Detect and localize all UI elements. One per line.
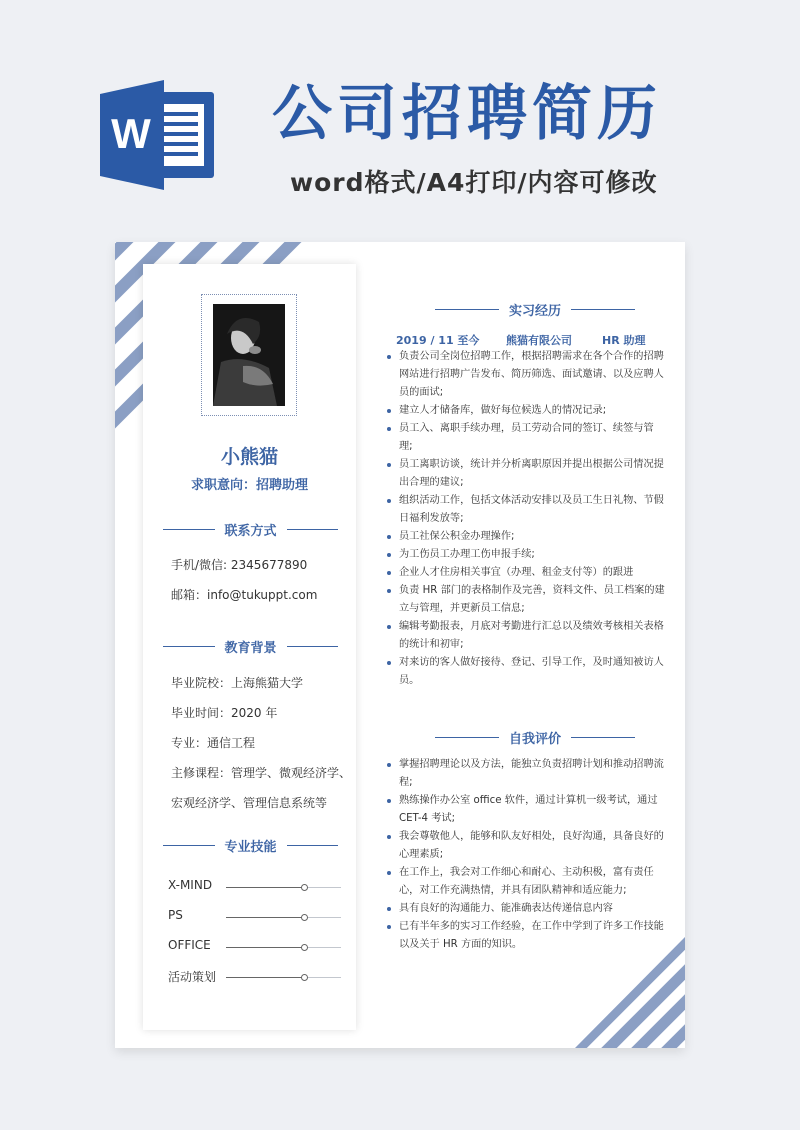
skill-label: OFFICE: [168, 938, 211, 952]
job-intent: 求职意向：招聘助理: [190, 478, 308, 493]
duty-item: 负责 HR 部门的表格制作及完善，资料文件、员工档案的建立与管理，并更新员工信息;: [385, 582, 665, 618]
profile-card: [143, 264, 356, 1030]
skill-label: PS: [168, 908, 183, 922]
skill-bar: [226, 887, 341, 888]
education-courses: 主修课程：管理学、微观经济学、: [171, 766, 352, 780]
internship-role: HR 助理: [602, 334, 646, 347]
duty-item: 对来访的客人做好接待、登记、引导工作，及时通知被访人员。: [385, 654, 665, 690]
skill-bar: [226, 977, 341, 978]
self-eval-item: 在工作上，我会对工作细心和耐心、主动积极，富有责任心，对工作充满热情，并具有团队精神和适应能力;: [385, 864, 665, 900]
duty-item: 员工社保公积金办理操作;: [385, 528, 665, 546]
duty-item: 编辑考勤报表，月底对考勤进行汇总以及绩效考核相关表格的统计和初审;: [385, 618, 665, 654]
internship-duties: [385, 348, 665, 690]
education-school: 毕业院校：上海熊猫大学: [171, 676, 304, 690]
svg-text:W: W: [111, 110, 151, 157]
self-eval-list: [385, 756, 665, 954]
photo-frame: [201, 294, 297, 416]
skill-label: X-MIND: [168, 878, 213, 892]
skill-bar: [226, 917, 341, 918]
internship-company: 熊猫有限公司: [506, 334, 572, 347]
word-app-icon: [100, 80, 218, 190]
page-title: 公司招聘简历: [272, 79, 662, 149]
self-eval-item: 具有良好的沟通能力、能准确表达传递信息内容: [385, 900, 665, 918]
internship-header: 实习经历: [435, 300, 635, 318]
education-major: 专业：通信工程: [171, 736, 256, 750]
self-eval-item: 熟练操作办公室 office 软件，通过计算机一级考试，通过 CET-4 考试;: [385, 792, 665, 828]
education-courses-cont: 宏观经济学、管理信息系统等: [171, 796, 328, 810]
self-eval-item: 我会尊敬他人，能够和队友好相处，良好沟通，具备良好的心理素质;: [385, 828, 665, 864]
skill-label: 活动策划: [168, 970, 217, 984]
page-subtitle: word格式/A4打印/内容可修改: [290, 168, 658, 197]
duty-item: 建立人才储备库，做好每位候选人的情况记录;: [385, 402, 665, 420]
profile-photo: [213, 304, 285, 406]
self-eval-item: 掌握招聘理论以及方法，能独立负责招聘计划和推动招聘流程;: [385, 756, 665, 792]
contact-header: 联系方式: [163, 520, 338, 538]
skill-bar: [226, 947, 341, 948]
internship-date: 2019 / 11 至今: [396, 334, 480, 347]
education-header: 教育背景: [163, 637, 338, 655]
duty-item: 为工伤员工办理工伤申报手续;: [385, 546, 665, 564]
contact-phone: 手机/微信: 2345677890: [171, 558, 308, 572]
education-graduation: 毕业时间：2020 年: [171, 706, 278, 720]
skills-header: 专业技能: [163, 836, 338, 854]
candidate-name: 小熊猫: [220, 446, 278, 468]
self-eval-item: 已有半年多的实习工作经验，在工作中学到了许多工作技能以及关于 HR 方面的知识。: [385, 918, 665, 954]
duty-item: 员工入、离职手续办理，员工劳动合同的签订、续签与管理;: [385, 420, 665, 456]
duty-item: 负责公司全岗位招聘工作，根据招聘需求在各个合作的招聘网站进行招聘广告发布、简历筛选、面试邀请、以及应聘人员的面试;: [385, 348, 665, 402]
resume-paper: [115, 242, 685, 1048]
self-eval-header: 自我评价: [435, 728, 635, 746]
duty-item: 组织活动工作，包括文体活动安排以及员工生日礼物、节假日福利发放等;: [385, 492, 665, 528]
contact-email: 邮箱：info@tukuppt.com: [171, 588, 318, 602]
duty-item: 企业人才住房相关事宜（办理、租金支付等）的跟进: [385, 564, 665, 582]
duty-item: 员工离职访谈，统计并分析离职原因并提出根据公司情况提出合理的建议;: [385, 456, 665, 492]
